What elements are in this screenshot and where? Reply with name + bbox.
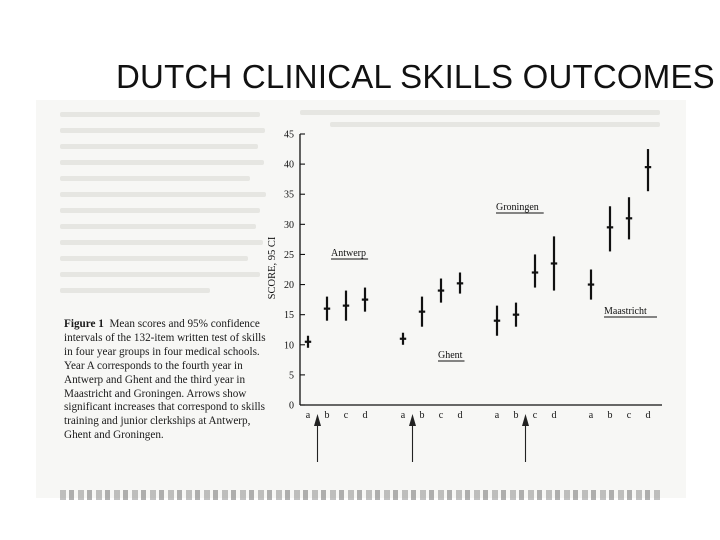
y-tick-label: 45	[284, 129, 294, 141]
x-tick-label: a	[305, 410, 311, 421]
y-tick-label: 10	[284, 340, 294, 352]
slide-title: DUTCH CLINICAL SKILLS OUTCOMES	[116, 58, 715, 95]
x-tick-label: d	[551, 410, 557, 421]
figure-caption-text: Mean scores and 95% confidence intervals of the 132-item written test of skills in four year groups in four medical schools. Year A corresponds to the fourth year in Antwerp and Ghent and the third year in Maastricht and Groningen. Arrows show significant increases that correspond to skills training and junior clerkships at Antwerp, Ghent and Groningen.	[64, 318, 266, 442]
significance-arrow-head	[522, 414, 529, 426]
x-tick-label: a	[588, 410, 594, 421]
x-tick-label: b	[324, 410, 330, 421]
significance-arrow-head	[314, 414, 321, 426]
x-tick-label: c	[626, 410, 632, 421]
x-tick-label: a	[400, 410, 406, 421]
y-tick-label: 35	[284, 189, 294, 201]
x-tick-label: b	[419, 410, 425, 421]
y-tick-label: 0	[289, 400, 294, 412]
x-tick-label: b	[607, 410, 613, 421]
y-tick-label: 15	[284, 310, 294, 322]
y-tick-label: 40	[284, 159, 294, 171]
y-tick-label: 30	[284, 219, 294, 231]
x-tick-label: c	[438, 410, 444, 421]
y-axis-label: SCORE, 95 CI	[267, 236, 278, 300]
group-label: Antwerp	[331, 248, 366, 259]
significance-arrow-head	[409, 414, 416, 426]
x-tick-label: d	[457, 410, 463, 421]
group-label: Maastricht	[604, 306, 647, 317]
y-tick-label: 25	[284, 249, 294, 261]
figure-caption-label: Figure 1	[64, 318, 104, 330]
x-tick-label: d	[645, 410, 651, 421]
x-tick-label: c	[532, 410, 538, 421]
x-tick-label: c	[343, 410, 349, 421]
y-tick-label: 20	[284, 280, 294, 292]
x-tick-label: a	[494, 410, 500, 421]
y-tick-label: 5	[289, 370, 294, 382]
group-label: Groningen	[496, 202, 539, 213]
x-tick-label: b	[513, 410, 519, 421]
group-label: Ghent	[438, 350, 463, 361]
x-tick-label: d	[362, 410, 368, 421]
